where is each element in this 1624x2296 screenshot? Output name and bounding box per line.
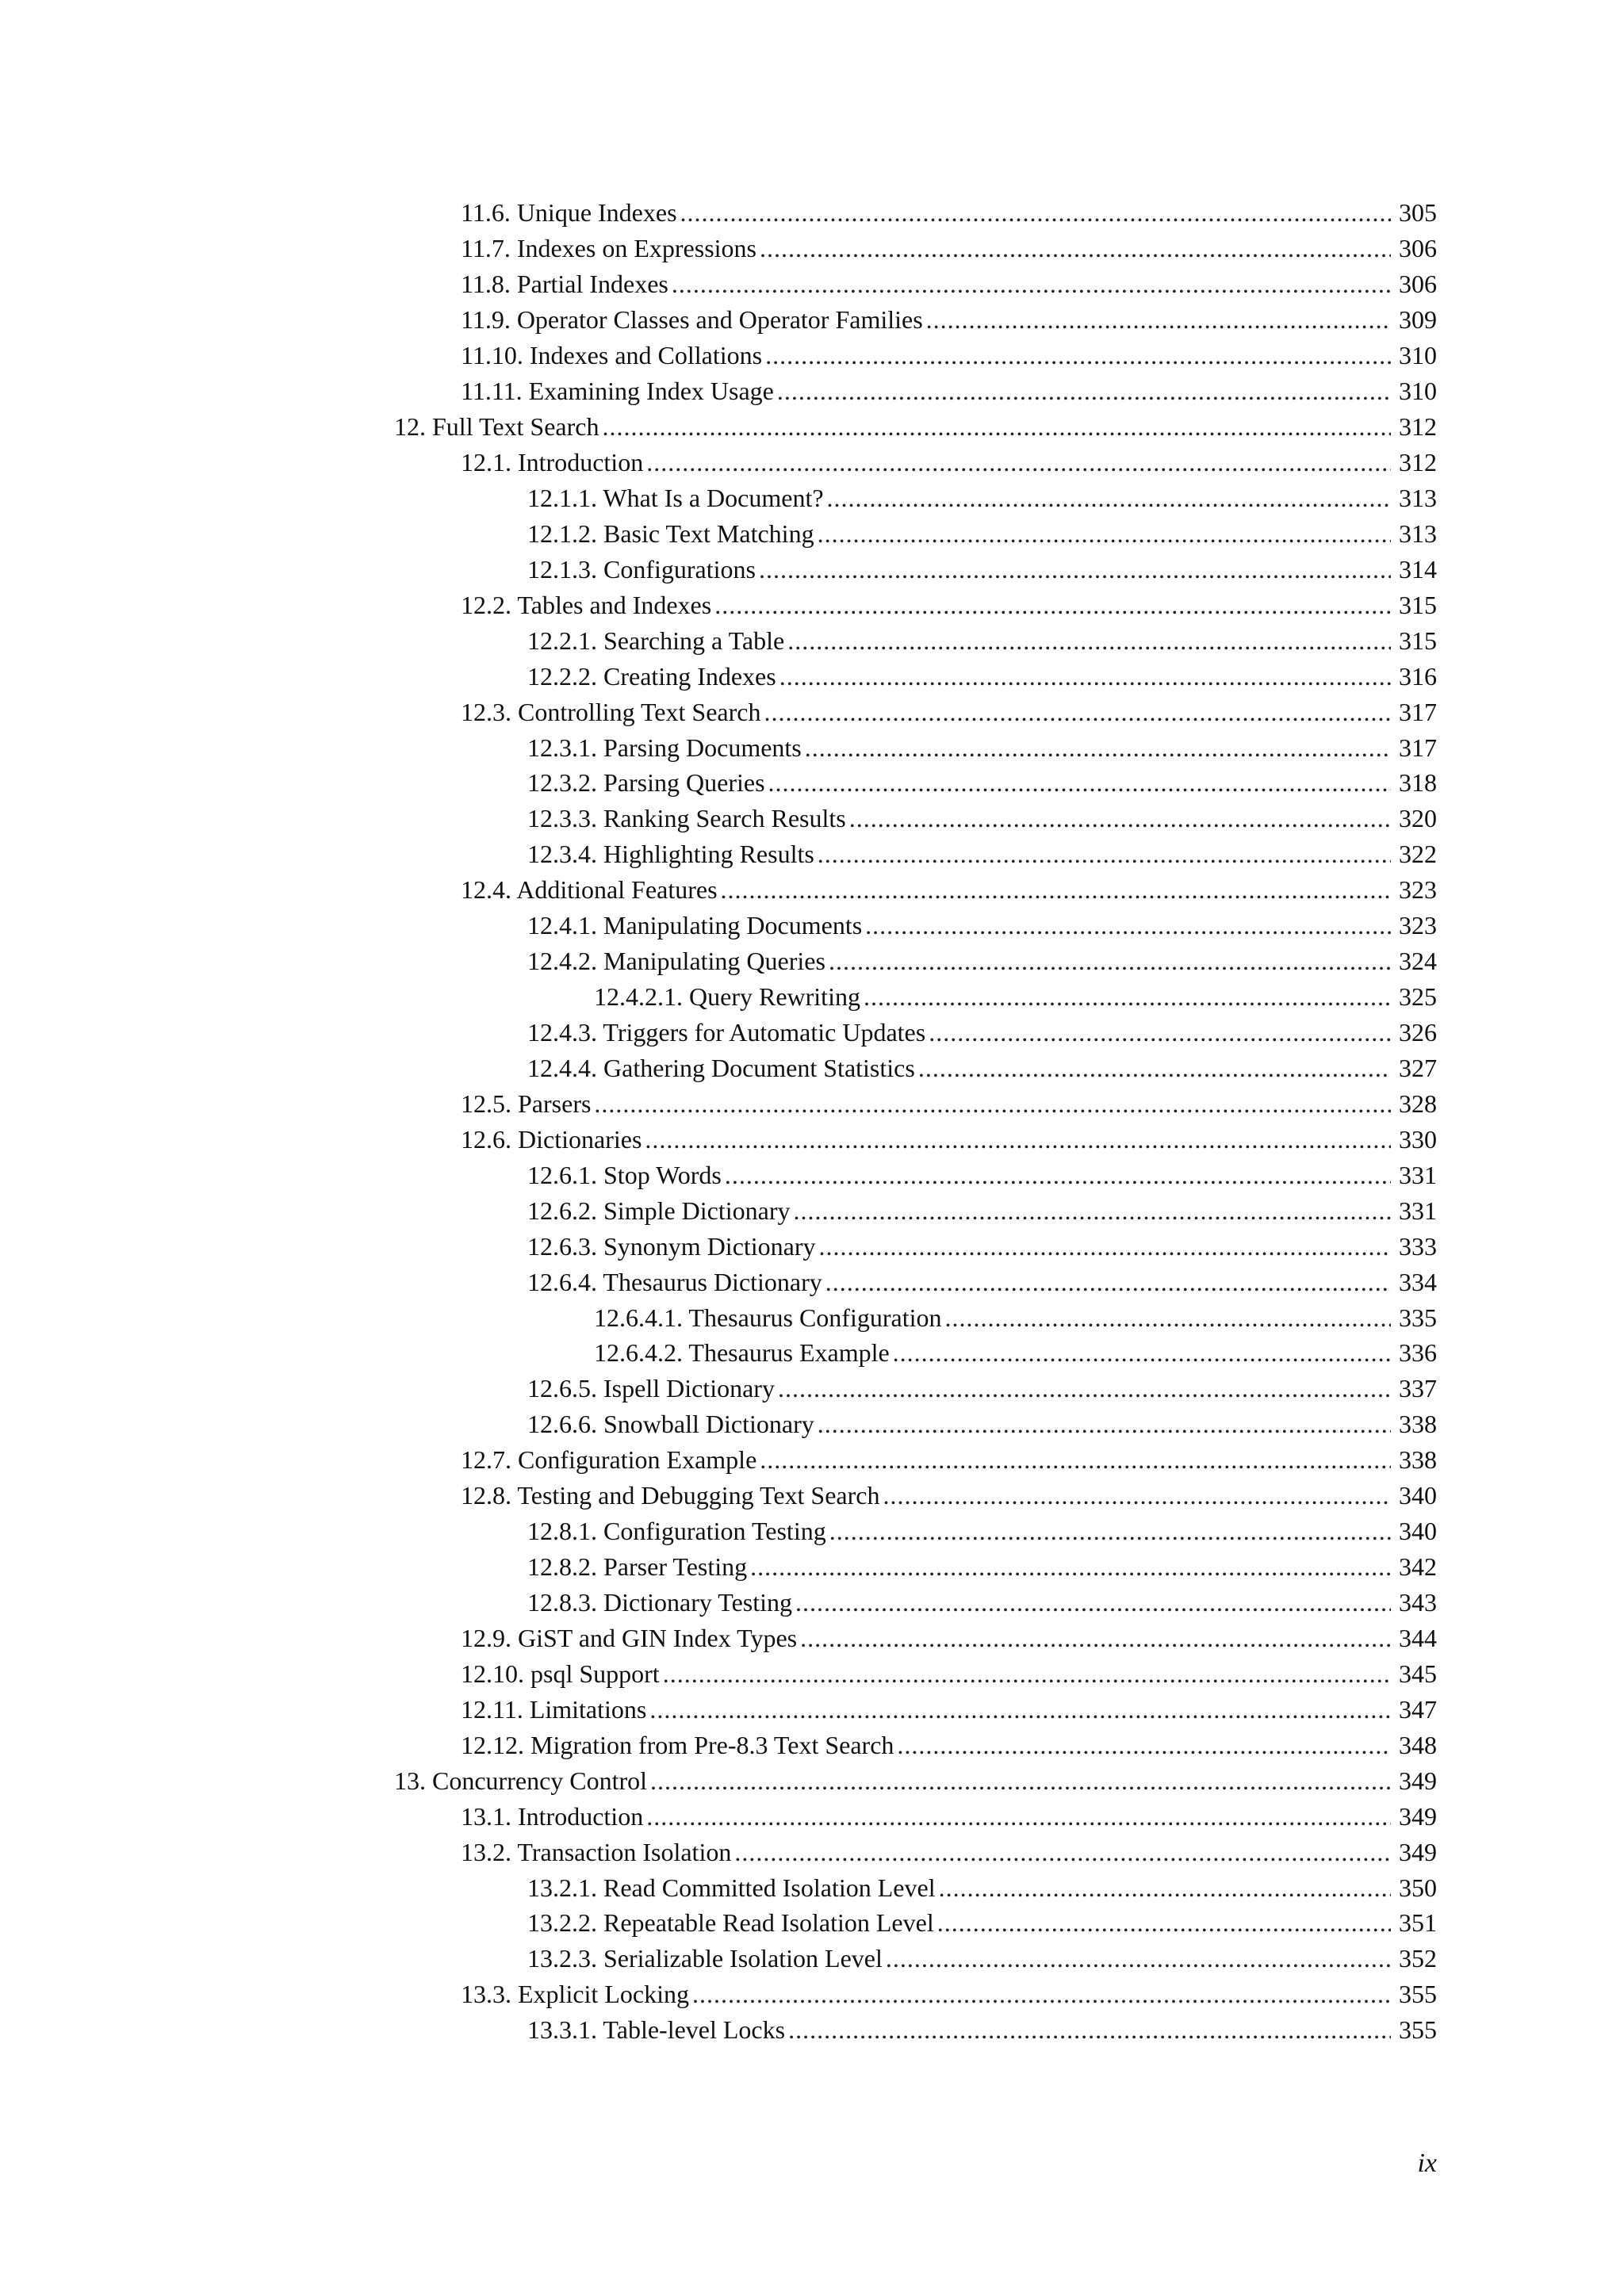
toc-entry-page: 349: [1399, 1837, 1437, 1866]
toc-entry[interactable]: [0, 658, 1624, 694]
toc-entry[interactable]: [0, 1834, 1624, 1869]
toc-entry-page: 323: [1399, 875, 1437, 905]
toc-entry-title: 12.6.6. Snowball Dictionary: [527, 1410, 814, 1439]
toc-entry[interactable]: [0, 1442, 1624, 1478]
toc-entry-title: 12.4.4. Gathering Document Statistics: [527, 1053, 915, 1082]
toc-entry-title: 12.6. Dictionaries: [461, 1124, 642, 1154]
toc-entry-title: 13.2.1. Read Committed Isolation Level: [527, 1873, 936, 1902]
dot-leader: [714, 592, 1391, 618]
dot-leader: [929, 1020, 1391, 1045]
dot-leader: [827, 485, 1391, 511]
toc-entry-page: 322: [1399, 840, 1437, 869]
toc-entry[interactable]: [0, 1121, 1624, 1157]
dot-leader: [750, 1554, 1391, 1579]
dot-leader: [849, 806, 1391, 831]
dot-leader: [829, 948, 1391, 974]
toc-entry-page: 312: [1399, 412, 1437, 442]
page-number: ix: [1417, 2149, 1437, 2178]
toc-entry-title: 12.6.4.2. Thesaurus Example: [594, 1338, 890, 1368]
toc-entry-page: 313: [1399, 519, 1437, 548]
toc-entry-title: 12.4.1. Manipulating Documents: [527, 911, 863, 940]
toc-entry-title: 12.2.2. Creating Indexes: [527, 661, 776, 691]
toc-entry-title: 13.2. Transaction Isolation: [461, 1837, 732, 1866]
toc-entry[interactable]: [0, 302, 1624, 338]
toc-entry[interactable]: [0, 1905, 1624, 1941]
toc-entry[interactable]: [0, 836, 1624, 872]
toc-entry[interactable]: [0, 373, 1624, 409]
table-of-contents: [0, 195, 1624, 2048]
toc-entry-title: 11.7. Indexes on Expressions: [461, 234, 756, 263]
toc-entry-page: 347: [1399, 1694, 1437, 1724]
toc-entry-title: 13.2.3. Serializable Isolation Level: [527, 1944, 883, 1973]
dot-leader: [650, 1768, 1391, 1793]
toc-entry-title: 12.4.2.1. Query Rewriting: [594, 982, 860, 1012]
dot-leader: [818, 841, 1391, 867]
dot-leader: [939, 1875, 1391, 1900]
toc-entry-title: 12.10. psql Support: [461, 1659, 660, 1688]
toc-entry-page: 310: [1399, 377, 1437, 406]
dot-leader: [768, 770, 1391, 795]
toc-entry-page: 314: [1399, 554, 1437, 584]
toc-entry-page: 306: [1399, 270, 1437, 299]
toc-entry-title: 11.8. Partial Indexes: [461, 270, 668, 299]
toc-entry-page: 318: [1399, 768, 1437, 798]
dot-leader: [765, 342, 1391, 368]
toc-entry-title: 12.3.4. Highlighting Results: [527, 840, 814, 869]
toc-entry-title: 12.6.4. Thesaurus Dictionary: [527, 1267, 822, 1296]
dot-leader: [944, 1305, 1391, 1330]
toc-entry-title: 12.1.1. What Is a Document?: [527, 483, 824, 512]
toc-entry-title: 11.11. Examining Index Usage: [461, 377, 774, 406]
toc-entry-page: 340: [1399, 1517, 1437, 1546]
toc-entry[interactable]: [0, 409, 1624, 445]
toc-entry-title: 12.2. Tables and Indexes: [461, 590, 712, 619]
toc-entry-title: 13.1. Introduction: [461, 1801, 644, 1831]
dot-leader: [893, 1340, 1391, 1365]
toc-entry-page: 334: [1399, 1267, 1437, 1296]
toc-entry-title: 12.6.4.1. Thesaurus Configuration: [594, 1303, 942, 1332]
toc-entry-page: 335: [1399, 1303, 1437, 1332]
toc-entry[interactable]: [0, 551, 1624, 587]
dot-leader: [594, 1091, 1391, 1116]
toc-entry[interactable]: [0, 1727, 1624, 1762]
toc-entry[interactable]: [0, 1478, 1624, 1513]
toc-entry[interactable]: [0, 729, 1624, 765]
dot-leader: [818, 521, 1391, 546]
toc-entry[interactable]: [0, 1228, 1624, 1264]
dot-leader: [734, 1839, 1391, 1865]
toc-entry-page: 331: [1399, 1196, 1437, 1225]
dot-leader: [663, 1661, 1391, 1686]
toc-entry-page: 316: [1399, 661, 1437, 691]
toc-entry-title: 11.9. Operator Classes and Operator Families: [461, 305, 923, 335]
toc-entry-page: 349: [1399, 1801, 1437, 1831]
toc-entry-page: 320: [1399, 804, 1437, 833]
toc-entry-page: 326: [1399, 1018, 1437, 1047]
dot-leader: [778, 1376, 1391, 1401]
toc-entry[interactable]: [0, 622, 1624, 658]
toc-entry-title: 12.8. Testing and Debugging Text Search: [461, 1481, 880, 1510]
toc-entry[interactable]: [0, 1371, 1624, 1406]
toc-entry-title: 12.5. Parsers: [461, 1089, 592, 1118]
dot-leader: [777, 378, 1391, 404]
toc-entry[interactable]: [0, 480, 1624, 516]
toc-entry-title: 12.1. Introduction: [461, 448, 644, 477]
toc-entry-page: 349: [1399, 1766, 1437, 1795]
toc-entry-page: 309: [1399, 305, 1437, 335]
toc-entry-page: 338: [1399, 1410, 1437, 1439]
toc-entry-page: 338: [1399, 1445, 1437, 1475]
dot-leader: [918, 1055, 1391, 1081]
toc-entry[interactable]: [0, 1406, 1624, 1442]
toc-entry[interactable]: [0, 872, 1624, 908]
toc-entry-page: 345: [1399, 1659, 1437, 1688]
toc-entry[interactable]: [0, 445, 1624, 480]
toc-entry[interactable]: [0, 1085, 1624, 1121]
dot-leader: [725, 1162, 1391, 1188]
toc-entry-page: 342: [1399, 1552, 1437, 1582]
toc-entry-page: 310: [1399, 341, 1437, 370]
dot-leader: [795, 1590, 1391, 1615]
toc-entry-page: 327: [1399, 1053, 1437, 1082]
toc-entry[interactable]: [0, 338, 1624, 373]
dot-leader: [805, 735, 1391, 760]
dot-leader: [649, 1697, 1391, 1722]
toc-entry[interactable]: [0, 231, 1624, 266]
toc-entry[interactable]: [0, 1691, 1624, 1727]
toc-entry[interactable]: [0, 1798, 1624, 1834]
toc-entry-page: 344: [1399, 1623, 1437, 1652]
dot-leader: [779, 664, 1391, 689]
toc-entry[interactable]: [0, 2012, 1624, 2048]
toc-entry[interactable]: [0, 195, 1624, 231]
dot-leader: [819, 1234, 1391, 1259]
dot-leader: [788, 2017, 1391, 2042]
toc-entry[interactable]: [0, 1335, 1624, 1371]
toc-entry-title: 12.8.1. Configuration Testing: [527, 1517, 826, 1546]
toc-entry-page: 340: [1399, 1481, 1437, 1510]
dot-leader: [721, 877, 1391, 902]
toc-entry-page: 317: [1399, 733, 1437, 762]
toc-entry-page: 313: [1399, 483, 1437, 512]
toc-entry[interactable]: [0, 1655, 1624, 1691]
toc-entry-page: 328: [1399, 1089, 1437, 1118]
toc-entry-title: 12.6.2. Simple Dictionary: [527, 1196, 791, 1225]
toc-entry[interactable]: [0, 1015, 1624, 1050]
dot-leader: [764, 699, 1391, 725]
toc-entry-page: 350: [1399, 1873, 1437, 1902]
toc-entry[interactable]: [0, 801, 1624, 836]
toc-entry-page: 325: [1399, 982, 1437, 1012]
toc-entry[interactable]: [0, 266, 1624, 302]
toc-entry[interactable]: [0, 1869, 1624, 1905]
toc-entry-title: 12.11. Limitations: [461, 1694, 647, 1724]
toc-entry-page: 355: [1399, 2015, 1437, 2045]
dot-leader: [760, 235, 1391, 261]
toc-entry-title: 13. Concurrency Control: [394, 1766, 648, 1795]
toc-entry-page: 323: [1399, 911, 1437, 940]
dot-leader: [759, 557, 1391, 582]
toc-entry-title: 11.6. Unique Indexes: [461, 198, 677, 228]
dot-leader: [897, 1732, 1391, 1758]
dot-leader: [692, 1981, 1391, 2007]
dot-leader: [645, 1127, 1391, 1152]
toc-entry-page: 306: [1399, 234, 1437, 263]
toc-entry[interactable]: [0, 515, 1624, 551]
dot-leader: [937, 1910, 1391, 1935]
toc-entry[interactable]: [0, 908, 1624, 943]
dot-leader: [864, 984, 1391, 1009]
toc-entry-title: 12.4.2. Manipulating Queries: [527, 947, 825, 976]
toc-entry-page: 330: [1399, 1124, 1437, 1154]
toc-entry-title: 12. Full Text Search: [394, 412, 599, 442]
toc-entry-page: 324: [1399, 947, 1437, 976]
toc-entry[interactable]: [0, 979, 1624, 1015]
toc-entry-page: 343: [1399, 1588, 1437, 1617]
dot-leader: [886, 1946, 1391, 1971]
toc-entry-page: 305: [1399, 198, 1437, 228]
toc-entry[interactable]: [0, 943, 1624, 979]
toc-entry[interactable]: [0, 1585, 1624, 1621]
toc-entry[interactable]: [0, 1513, 1624, 1549]
toc-entry-page: 315: [1399, 590, 1437, 619]
dot-leader: [829, 1518, 1391, 1544]
toc-entry[interactable]: [0, 1762, 1624, 1798]
dot-leader: [825, 1269, 1391, 1295]
toc-entry[interactable]: [0, 587, 1624, 622]
dot-leader: [865, 913, 1391, 938]
toc-entry-page: 317: [1399, 697, 1437, 726]
toc-entry-page: 315: [1399, 626, 1437, 655]
dot-leader: [672, 271, 1391, 297]
toc-entry-title: 12.6.1. Stop Words: [527, 1160, 722, 1189]
toc-entry-title: 12.4. Additional Features: [461, 875, 718, 905]
toc-entry-title: 12.8.2. Parser Testing: [527, 1552, 748, 1582]
dot-leader: [680, 200, 1391, 225]
toc-entry-title: 12.12. Migration from Pre-8.3 Text Search: [461, 1730, 894, 1759]
toc-entry-title: 12.1.3. Configurations: [527, 554, 756, 584]
dot-leader: [794, 1198, 1391, 1223]
toc-entry-title: 12.9. GiST and GIN Index Types: [461, 1623, 798, 1652]
dot-leader: [926, 307, 1391, 332]
toc-entry-page: 333: [1399, 1231, 1437, 1261]
dot-leader: [602, 414, 1391, 439]
dot-leader: [646, 450, 1391, 475]
toc-entry-page: 312: [1399, 448, 1437, 477]
toc-entry-title: 12.1.2. Basic Text Matching: [527, 519, 814, 548]
toc-entry-title: 12.7. Configuration Example: [461, 1445, 757, 1475]
toc-entry-title: 12.6.5. Ispell Dictionary: [527, 1374, 775, 1403]
toc-entry-page: 351: [1399, 1908, 1437, 1938]
toc-entry[interactable]: [0, 694, 1624, 729]
toc-entry[interactable]: [0, 1157, 1624, 1192]
toc-entry[interactable]: [0, 1941, 1624, 1976]
toc-entry-title: 12.4.3. Triggers for Automatic Updates: [527, 1018, 926, 1047]
dot-leader: [760, 1447, 1391, 1472]
toc-entry-title: 12.3.2. Parsing Queries: [527, 768, 765, 798]
toc-entry[interactable]: [0, 1976, 1624, 2012]
toc-entry-page: 352: [1399, 1944, 1437, 1973]
toc-entry-title: 12.3. Controlling Text Search: [461, 697, 761, 726]
toc-entry[interactable]: [0, 1050, 1624, 1086]
toc-entry[interactable]: [0, 1299, 1624, 1335]
dot-leader: [646, 1804, 1391, 1829]
toc-entry[interactable]: [0, 1264, 1624, 1299]
toc-entry-page: 348: [1399, 1730, 1437, 1759]
toc-entry-title: 13.3. Explicit Locking: [461, 1980, 689, 2009]
toc-entry-title: 11.10. Indexes and Collations: [461, 341, 763, 370]
toc-entry[interactable]: [0, 765, 1624, 801]
toc-entry-title: 12.8.3. Dictionary Testing: [527, 1588, 793, 1617]
toc-entry-page: 337: [1399, 1374, 1437, 1403]
toc-entry-page: 355: [1399, 1980, 1437, 2009]
dot-leader: [818, 1411, 1391, 1437]
toc-entry-page: 336: [1399, 1338, 1437, 1368]
toc-entry-title: 12.3.1. Parsing Documents: [527, 733, 802, 762]
toc-entry-title: 13.3.1. Table-level Locks: [527, 2015, 786, 2045]
dot-leader: [800, 1625, 1391, 1651]
toc-entry[interactable]: [0, 1549, 1624, 1585]
toc-entry-title: 12.3.3. Ranking Search Results: [527, 804, 846, 833]
toc-entry-title: 12.6.3. Synonym Dictionary: [527, 1231, 816, 1261]
toc-entry[interactable]: [0, 1192, 1624, 1228]
toc-entry-title: 13.2.2. Repeatable Read Isolation Level: [527, 1908, 934, 1938]
dot-leader: [787, 628, 1391, 653]
toc-entry-page: 331: [1399, 1160, 1437, 1189]
dot-leader: [883, 1483, 1391, 1508]
toc-entry-title: 12.2.1. Searching a Table: [527, 626, 785, 655]
toc-entry[interactable]: [0, 1621, 1624, 1656]
